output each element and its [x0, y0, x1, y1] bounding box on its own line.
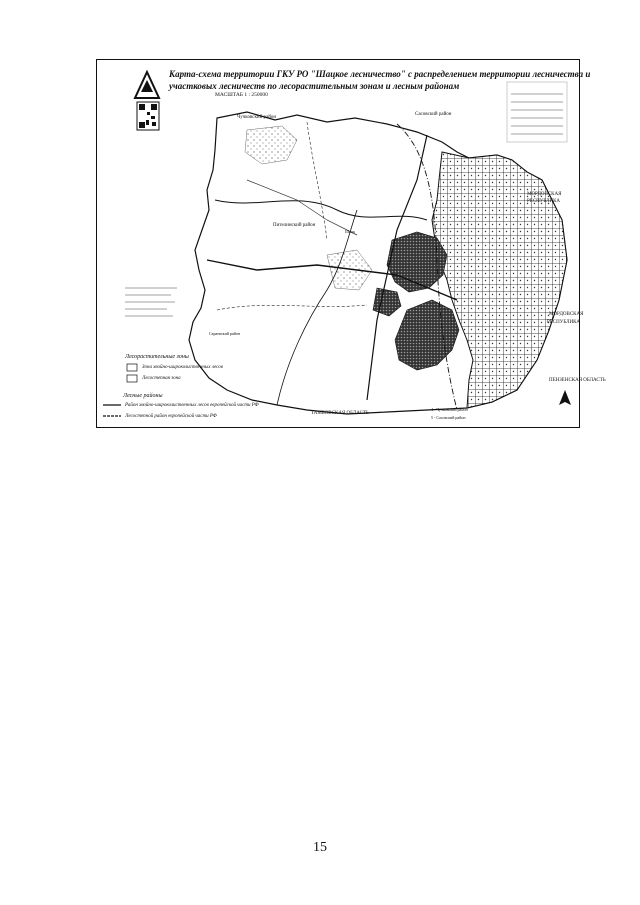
label-mordovia-bottom-1: МОРДОВСКАЯ	[549, 312, 584, 317]
legend-region-2: Лесостепной район европейской части РФ	[125, 414, 217, 419]
label-note-2: 5 - Сасовский район	[431, 415, 466, 420]
legend-region-1: Район хвойно-широколиственных лесов европейской части РФ	[125, 403, 259, 408]
forestry-emblem-icon	[135, 72, 159, 98]
label-mordovia-top-2: РЕСПУБЛИКА	[527, 199, 561, 204]
label-penza: ПЕНЗЕНСКАЯ ОБЛАСТЬ	[549, 378, 606, 383]
forest-map-figure	[96, 59, 606, 428]
legend-table-box	[507, 82, 567, 142]
map-title-line-1: Карта-схема территории ГКУ РО "Шацкое лесничество" с распределением территории лесничества и	[169, 69, 591, 79]
label-sasovo: Сасовский район	[415, 112, 452, 117]
north-arrow	[559, 390, 571, 405]
label-mordovia-top-1: МОРДОВСКАЯ	[527, 192, 562, 197]
label-chuchkovo: Чучковский район	[237, 115, 277, 120]
label-mordovia-bottom-2: РЕСПУБЛИКА	[547, 320, 581, 325]
legend-zone1-marker	[127, 364, 137, 371]
label-pitelino: Пителинский район	[273, 223, 316, 228]
legend-regions-title: Лесные районы	[123, 393, 163, 399]
legend-zone2-marker	[127, 375, 137, 382]
legend-zone-2: Лесостепная зона	[142, 376, 181, 381]
legend-zones-title: Лесорастительные зоны	[125, 354, 189, 360]
map-scale: МАСШТАБ 1 : 250000	[215, 92, 268, 98]
label-shatsk: Шацк	[345, 229, 355, 234]
label-sarai: Сараевский район	[209, 331, 240, 336]
label-note-1: 4 - Чучковский район	[431, 407, 468, 412]
map-title-line-2: участковых лесничеств по лесорастительным зонам и лесным районам	[169, 81, 460, 91]
page-number: 15	[313, 840, 327, 855]
conventional-signs-legend	[125, 288, 177, 316]
label-tambov: ТАМБОВСКАЯ ОБЛАСТЬ	[311, 411, 369, 416]
forest-map-drawing	[97, 60, 579, 427]
legend-zone-1: Зона хвойно-широколиственных лесов	[142, 365, 223, 370]
qr-code-icon	[137, 102, 159, 130]
